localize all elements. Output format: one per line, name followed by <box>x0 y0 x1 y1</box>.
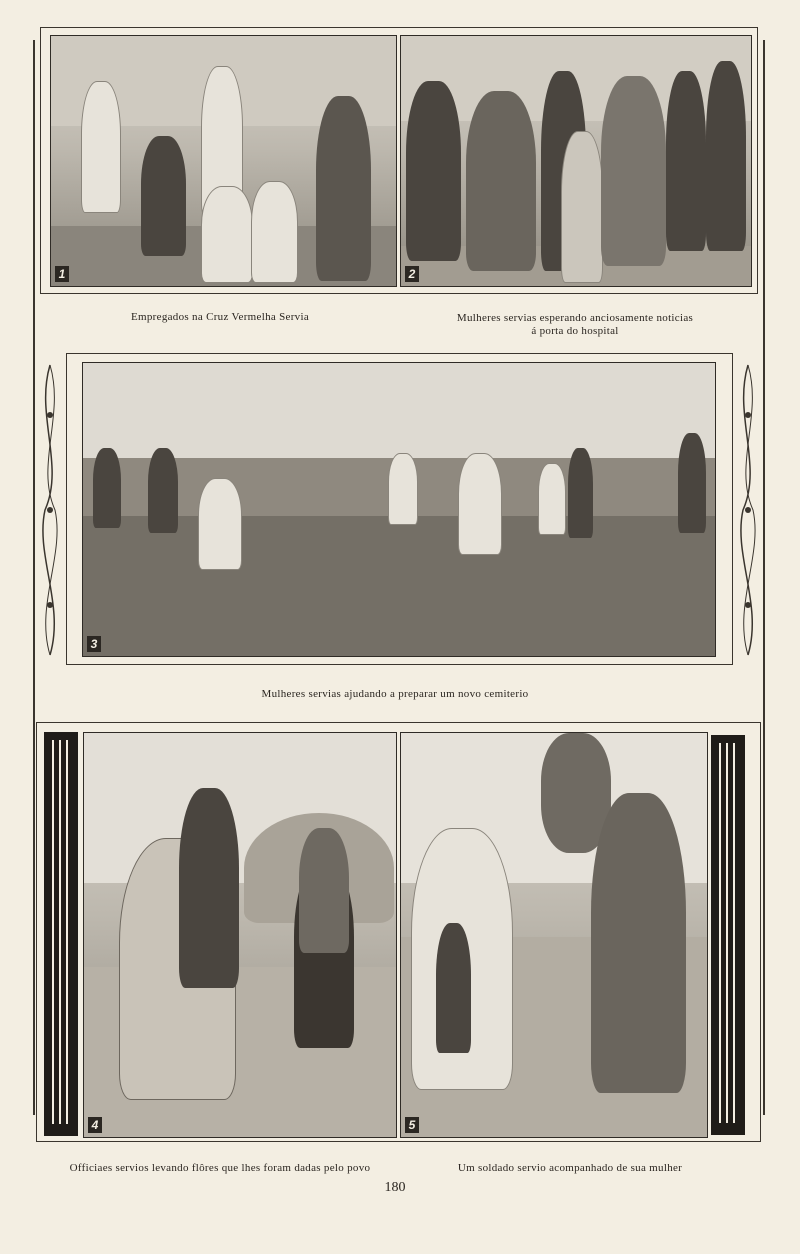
right-floral-ornament <box>728 355 768 665</box>
woman-apron <box>436 923 471 1053</box>
panel-number-1: 1 <box>55 266 69 282</box>
panel-number-4: 4 <box>88 1117 102 1133</box>
person-woman <box>198 478 242 570</box>
officer-rider <box>179 788 239 988</box>
photo-officers-on-horseback <box>83 732 397 1138</box>
left-floral-ornament <box>30 355 70 665</box>
caption-4: Officiaes servios levando flôres que lhes foram dadas pelo povo <box>69 1162 371 1174</box>
caption-2 <box>415 312 735 338</box>
person-woman <box>666 71 706 251</box>
photo-red-cross-staff <box>50 35 397 287</box>
person-man <box>93 448 121 528</box>
person-woman <box>538 463 566 535</box>
photo-cemetery <box>82 362 716 657</box>
caption-2-line-1: Mulheres servias esperando anciosamente noticias <box>456 312 694 324</box>
person-woman <box>388 453 418 525</box>
photo-women-waiting <box>400 35 752 287</box>
panel-number-3: 3 <box>87 636 101 652</box>
person-woman <box>406 81 461 261</box>
caption-3: Mulheres servias ajudando a preparar um novo cemiterio <box>261 688 529 700</box>
officer-rider <box>299 828 349 953</box>
photo-soldier-and-wife <box>400 732 708 1138</box>
caption-5: Um soldado servio acompanhado de sua mulher <box>457 1162 683 1174</box>
panel-number-5: 5 <box>405 1117 419 1133</box>
panel-number-2: 2 <box>405 266 419 282</box>
person-child <box>561 131 603 283</box>
person-seated <box>201 186 253 283</box>
person-man <box>141 136 186 256</box>
photo-earth-mounds <box>83 516 715 656</box>
photo-sky <box>83 363 715 458</box>
person-woman <box>316 96 371 281</box>
caption-1: Empregados na Cruz Vermelha Servia <box>131 311 309 323</box>
person-woman <box>458 453 502 555</box>
page-number: 180 <box>384 1180 406 1195</box>
right-bar-ornament <box>711 735 745 1135</box>
person-man <box>678 433 706 533</box>
person-woman <box>466 91 536 271</box>
person-nurse <box>81 81 121 213</box>
left-bar-ornament <box>44 732 78 1136</box>
person-woman <box>601 76 666 266</box>
person-man <box>148 448 178 533</box>
person-man <box>706 61 746 251</box>
soldier <box>591 793 686 1093</box>
person-man <box>568 448 593 538</box>
person-seated <box>251 181 298 283</box>
caption-2-line-2: á porta do hospital <box>531 325 619 337</box>
